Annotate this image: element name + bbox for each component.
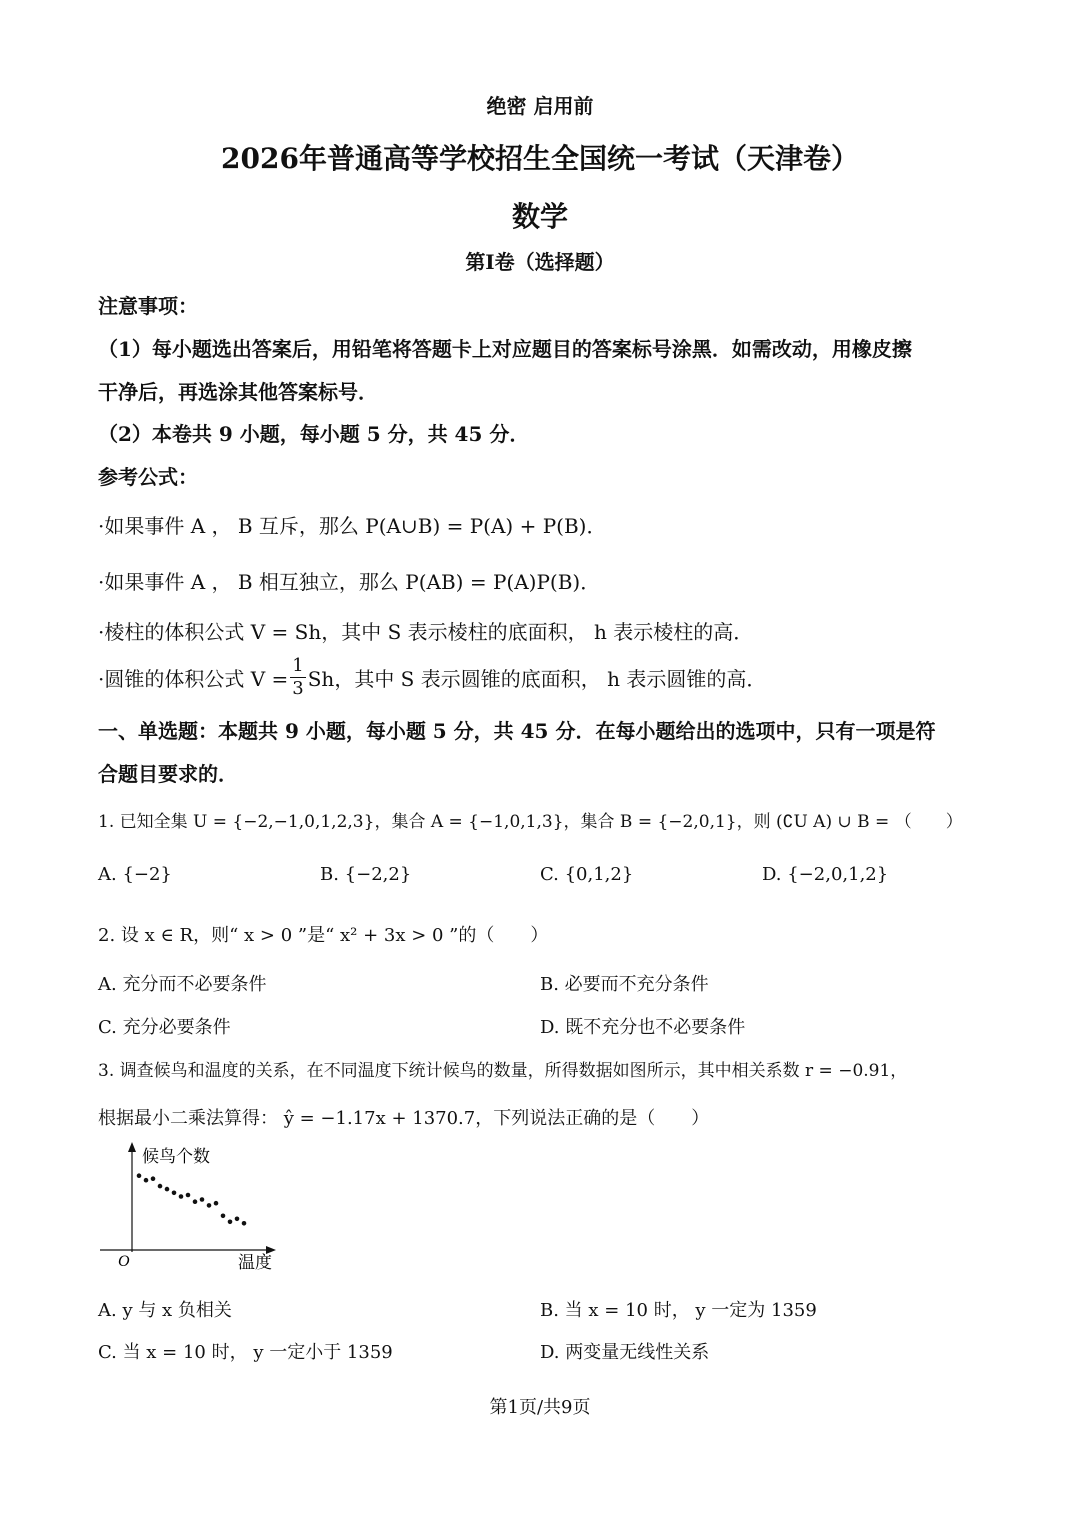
question-2-option-d: D. 既不充分也不必要条件 (540, 1017, 746, 1038)
question-2-option-a: A. 充分而不必要条件 (98, 974, 267, 995)
section-heading-line-2: 合题目要求的． (98, 762, 238, 786)
question-3-stem-line-1: 3. 调查候鸟和温度的关系，在不同温度下统计候鸟的数量，所得数据如图所示，其中相关系数 r = −0.91， (98, 1061, 908, 1081)
scatter-point (235, 1217, 240, 1222)
question-1-option-d: D. {−2,0,1,2} (762, 864, 889, 885)
scatter-point (200, 1197, 205, 1202)
scatter-point (207, 1203, 212, 1208)
section-heading-line-1: 一、单选题：本题共 9 小题，每小题 5 分，共 45 分．在每小题给出的选项中，只有一项是符 (98, 719, 936, 743)
scatter-point (172, 1191, 177, 1196)
volume-title: 第I卷（选择题） (465, 250, 615, 274)
question-2-option-b: B. 必要而不充分条件 (540, 974, 709, 995)
question-3-option-c: C. 当 x = 10 时， y 一定小于 1359 (98, 1342, 393, 1363)
x-axis-label: 温度 (238, 1253, 272, 1272)
formula-cone-volume (98, 652, 766, 702)
question-1-stem: 1. 已知全集 U = {−2,−1,0,1,2,3}，集合 A = {−1,0,1,3}，集合 B = {−2,0,1}，则 (∁U A) ∪ B = （ ） (98, 812, 963, 832)
scatter-point (214, 1201, 219, 1206)
fraction-numerator: 1 (292, 654, 304, 676)
formula-independent: ·如果事件 A ， B 相互独立，那么 P(AB) = P(A)P(B)． (98, 570, 601, 594)
origin-label: O (118, 1253, 130, 1270)
formula-heading: 参考公式： (98, 465, 198, 489)
formula-mutually-exclusive: ·如果事件 A ， B 互斥，那么 P(A∪B) = P(A) + P(B)． (98, 514, 607, 538)
secret-label: 绝密 启用前 (486, 94, 594, 118)
notice-item-1-line-1: （1）每小题选出答案后，用铅笔将答题卡上对应题目的答案标号涂黑．如需改动，用橡皮擦 (98, 337, 912, 361)
y-axis-arrow (128, 1142, 136, 1152)
subject-title: 数学 (511, 200, 568, 233)
question-2-option-c: C. 充分必要条件 (98, 1017, 231, 1038)
notice-item-2: （2）本卷共 9 小题，每小题 5 分，共 45 分． (98, 422, 530, 446)
scatter-points (137, 1173, 247, 1225)
exam-title: 2026年普通高等学校招生全国统一考试（天津卷） (221, 142, 859, 175)
scatter-point (144, 1178, 149, 1183)
notice-item-1-line-2: 干净后，再选涂其他答案标号． (98, 380, 378, 404)
fraction-denominator: 3 (292, 677, 304, 699)
scatter-point (186, 1193, 191, 1198)
scatter-point (193, 1199, 198, 1204)
scatter-chart (96, 1140, 316, 1280)
question-3-option-d: D. 两变量无线性关系 (540, 1342, 710, 1363)
scatter-point (165, 1187, 170, 1192)
notice-heading: 注意事项： (98, 294, 198, 318)
page-number: 第1页/共9页 (489, 1397, 591, 1418)
scatter-point (242, 1221, 247, 1226)
one-third-fraction (290, 654, 305, 699)
question-1-option-c: C. {0,1,2} (540, 864, 634, 885)
y-axis-label: 候鸟个数 (142, 1147, 210, 1166)
cone-formula-suffix: Sh，其中 S 表示圆锥的底面积， h 表示圆锥的高． (307, 666, 767, 691)
formula-prism-volume: ·棱柱的体积公式 V = Sh，其中 S 表示棱柱的底面积， h 表示棱柱的高． (98, 620, 754, 644)
scatter-point (137, 1173, 142, 1178)
scatter-point (221, 1214, 226, 1219)
question-1-option-a: A. {−2} (98, 864, 172, 885)
cone-formula-prefix: ·圆锥的体积公式 V = (98, 666, 289, 691)
scatter-point (158, 1184, 163, 1189)
question-1-option-b: B. {−2,2} (320, 864, 412, 885)
question-2-stem: 2. 设 x ∈ R，则“ x > 0 ”是“ x² + 3x > 0 ”的（ ） (98, 925, 549, 946)
question-3-option-a: A. y 与 x 负相关 (98, 1300, 232, 1321)
scatter-point (151, 1176, 156, 1181)
scatter-point (228, 1220, 233, 1225)
question-3-option-b: B. 当 x = 10 时， y 一定为 1359 (540, 1300, 817, 1321)
scatter-point (179, 1194, 184, 1199)
question-3-stem-line-2: 根据最小二乘法算得： ŷ = −1.17x + 1370.7，下列说法正确的是（ ） (98, 1108, 710, 1129)
